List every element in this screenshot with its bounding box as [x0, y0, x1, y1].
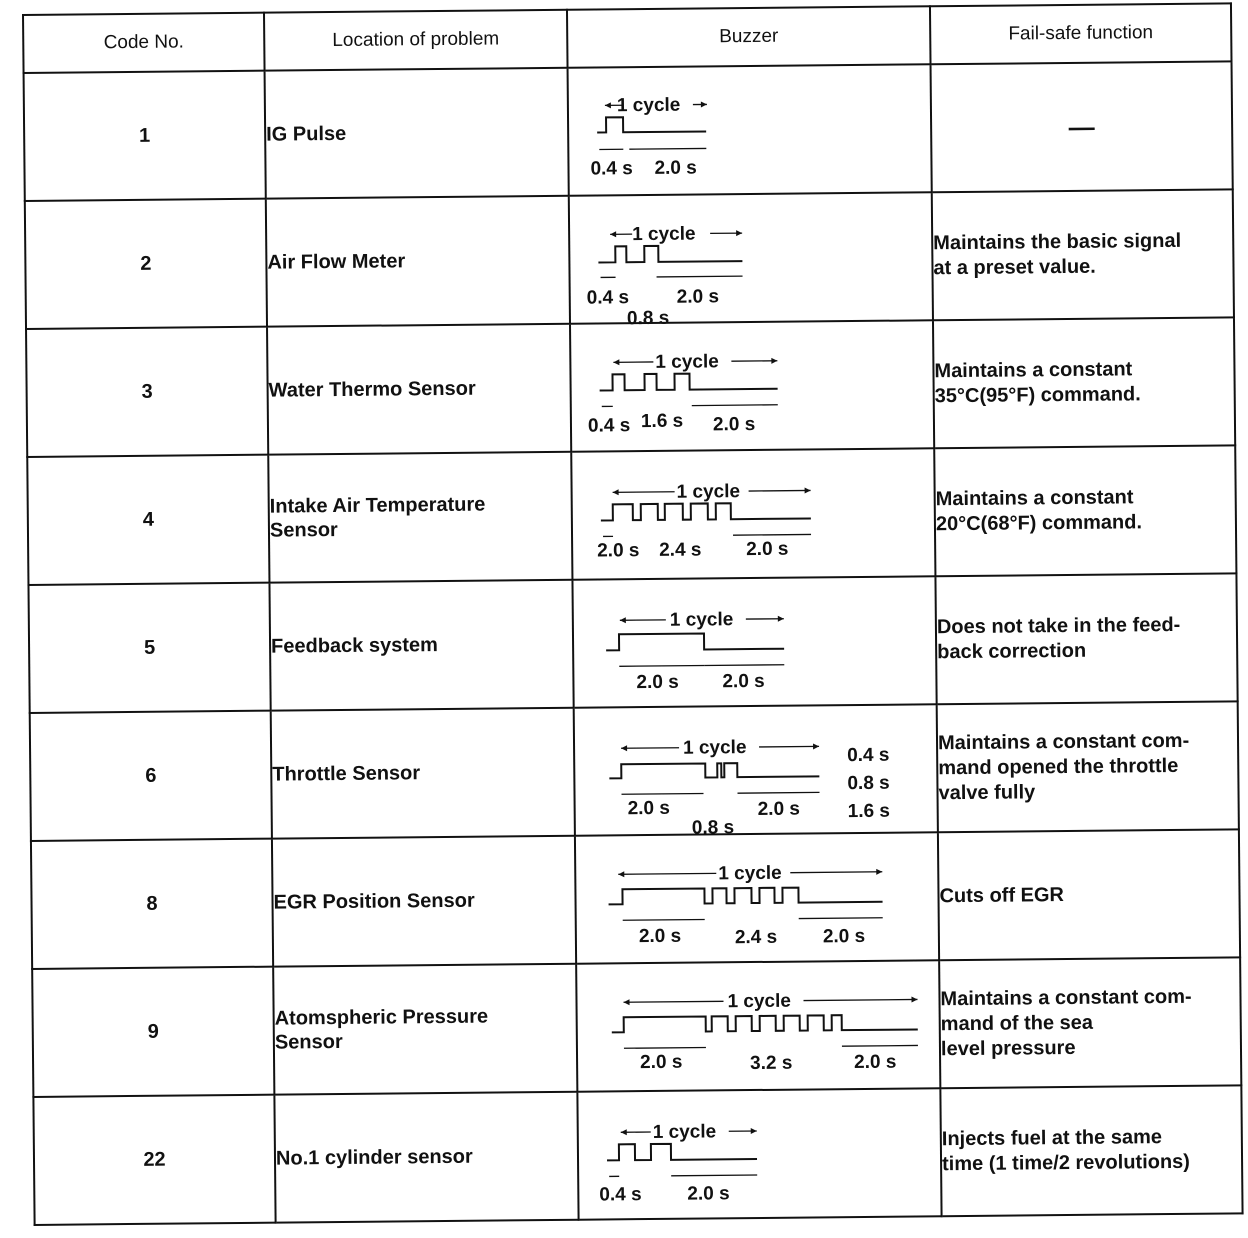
problem-location	[267, 324, 571, 455]
cycle-label: 1 cycle	[652, 1121, 717, 1143]
buzzer-waveform	[576, 833, 940, 962]
buzzer-waveform	[570, 193, 934, 330]
failsafe-function	[935, 573, 1237, 704]
problem-location	[266, 196, 570, 327]
failsafe-line: at a preset value.	[933, 255, 1096, 280]
buzzer-waveform	[578, 1089, 942, 1218]
buzzer-pattern	[575, 832, 939, 963]
code-number: 9	[32, 967, 274, 1097]
failsafe-function	[938, 829, 1240, 960]
buzzer-pattern	[574, 704, 938, 839]
table-row	[32, 957, 1241, 1097]
failsafe-line: Maintains a constant	[934, 358, 1133, 383]
duration-label: 2.0 s	[636, 671, 679, 694]
buzzer-waveform	[569, 65, 933, 194]
buzzer-pattern	[571, 448, 935, 579]
failsafe-line: back correction	[937, 639, 1087, 664]
buzzer-pattern	[570, 320, 934, 451]
failsafe-function	[932, 189, 1234, 320]
duration-label: 2.4 s	[659, 539, 702, 561]
failsafe-line: Maintains a constant com-	[937, 729, 1190, 754]
location-line: Sensor	[274, 1030, 343, 1054]
duration-label: 2.0 s	[722, 670, 765, 693]
duration-label: 2.0 s	[712, 413, 756, 436]
duration-label: 2.0 s	[627, 797, 671, 820]
cycle-label: 1 cycle	[727, 990, 792, 1013]
failsafe-line: Injects fuel at the same	[941, 1126, 1163, 1151]
problem-location	[272, 836, 576, 967]
table-row	[33, 1085, 1242, 1225]
failsafe-line: time (1 time/2 revolutions)	[941, 1150, 1191, 1176]
code-number: 5	[28, 583, 270, 713]
duration-label: 2.0 s	[822, 925, 866, 948]
location-line: Sensor	[269, 518, 338, 542]
buzzer-pattern	[576, 960, 940, 1091]
header-failsafe: Fail-safe function	[930, 3, 1232, 64]
duration-label: 1.6 s	[640, 410, 684, 433]
problem-location	[268, 452, 572, 583]
duration-label: 0.8 s	[691, 817, 735, 839]
problem-location	[269, 580, 573, 711]
table-row	[27, 445, 1236, 585]
failsafe-function	[939, 957, 1241, 1088]
duration-label: 2.0 s	[654, 157, 697, 179]
duration-option: 0.4 s	[847, 744, 890, 767]
location-line: Feedback system	[270, 634, 438, 658]
duration-alternatives	[847, 742, 890, 826]
duration-option: 0.8 s	[847, 772, 890, 795]
diagnosis-sheet	[22, 2, 1242, 1222]
buzzer-pattern	[568, 64, 932, 195]
buzzer-waveform	[572, 449, 936, 578]
code-number: 8	[31, 839, 273, 969]
cycle-label: 1 cycle	[718, 862, 782, 885]
failsafe-line: —	[1068, 111, 1095, 142]
cycle-label: 1 cycle	[669, 609, 734, 631]
code-number: 3	[26, 327, 268, 457]
duration-label: 2.4 s	[734, 926, 778, 949]
failsafe-function	[934, 445, 1236, 576]
buzzer-waveform	[571, 321, 935, 450]
location-line: No.1 cylinder sensor	[275, 1145, 473, 1170]
duration-label: 2.0 s	[638, 925, 682, 948]
problem-location	[265, 68, 569, 199]
duration-label: 2.0 s	[597, 540, 640, 562]
problem-location	[271, 708, 575, 839]
table-row	[24, 61, 1233, 201]
failsafe-line: 20°C(68°F) command.	[935, 511, 1143, 536]
duration-label: 2.0 s	[687, 1183, 730, 1205]
failsafe-function	[940, 1085, 1242, 1216]
buzzer-pattern	[569, 192, 933, 330]
duration-label: 0.4 s	[590, 158, 633, 180]
header-buzzer: Buzzer	[567, 6, 931, 67]
duration-label: 2.0 s	[757, 798, 801, 820]
duration-label: 2.0 s	[639, 1051, 683, 1074]
cycle-label: 1 cycle	[655, 351, 719, 373]
cycle-label: 1 cycle	[682, 737, 747, 759]
location-line: Air Flow Meter	[267, 250, 406, 274]
diagnosis-code-table	[22, 2, 1244, 1226]
header-location: Location of problem	[264, 10, 568, 71]
duration-label: 2.0 s	[746, 538, 789, 561]
failsafe-line: level pressure	[940, 1036, 1076, 1060]
table-row	[26, 317, 1235, 457]
location-line: Water Thermo Sensor	[268, 377, 476, 402]
problem-location	[274, 1092, 578, 1223]
duration-label: 3.2 s	[750, 1052, 793, 1075]
location-line: EGR Position Sensor	[273, 889, 475, 914]
buzzer-pattern	[572, 576, 936, 707]
duration-label: 0.4 s	[599, 1184, 642, 1206]
problem-location	[273, 964, 577, 1095]
failsafe-line: mand opened the throttle	[938, 754, 1179, 779]
table-row	[25, 189, 1234, 329]
failsafe-line: Maintains a constant com-	[940, 985, 1192, 1010]
cycle-label: 1 cycle	[616, 94, 681, 117]
location-line: Throttle Sensor	[272, 762, 421, 786]
code-number: 4	[27, 455, 269, 585]
cycle-label: 1 cycle	[676, 481, 741, 503]
table-row	[31, 829, 1240, 969]
code-number: 2	[25, 199, 267, 329]
duration-label: 0.4 s	[586, 287, 630, 309]
failsafe-line: Maintains the basic signal	[933, 229, 1182, 255]
table-row	[28, 573, 1237, 713]
failsafe-line: mand of the sea	[940, 1011, 1094, 1035]
failsafe-function	[931, 61, 1233, 192]
duration-option: 1.6 s	[847, 800, 891, 823]
duration-label: 2.0 s	[854, 1051, 897, 1074]
cycle-label: 1 cycle	[632, 223, 696, 246]
failsafe-function	[937, 701, 1239, 832]
failsafe-line: 35°C(95°F) command.	[934, 383, 1141, 408]
header-code-no: Code No.	[23, 13, 265, 73]
code-number: 6	[30, 711, 272, 841]
failsafe-function	[933, 317, 1235, 448]
failsafe-line: Maintains a constant	[935, 486, 1134, 511]
duration-label: 0.8 s	[626, 307, 670, 330]
buzzer-pattern	[577, 1088, 941, 1219]
failsafe-line: Cuts off EGR	[939, 883, 1065, 907]
location-line: Atomspheric Pressure	[274, 1005, 489, 1030]
code-number: 22	[33, 1095, 275, 1225]
duration-label: 2.0 s	[676, 286, 720, 308]
failsafe-line: Does not take in the feed-	[936, 613, 1181, 639]
location-line: IG Pulse	[266, 122, 347, 146]
failsafe-line: valve fully	[938, 780, 1036, 804]
location-line: Intake Air Temperature	[269, 493, 486, 518]
code-number: 1	[24, 71, 266, 201]
duration-label: 0.4 s	[587, 415, 631, 437]
buzzer-waveform	[573, 577, 937, 706]
buzzer-waveform	[577, 961, 941, 1090]
table-row	[30, 701, 1239, 841]
